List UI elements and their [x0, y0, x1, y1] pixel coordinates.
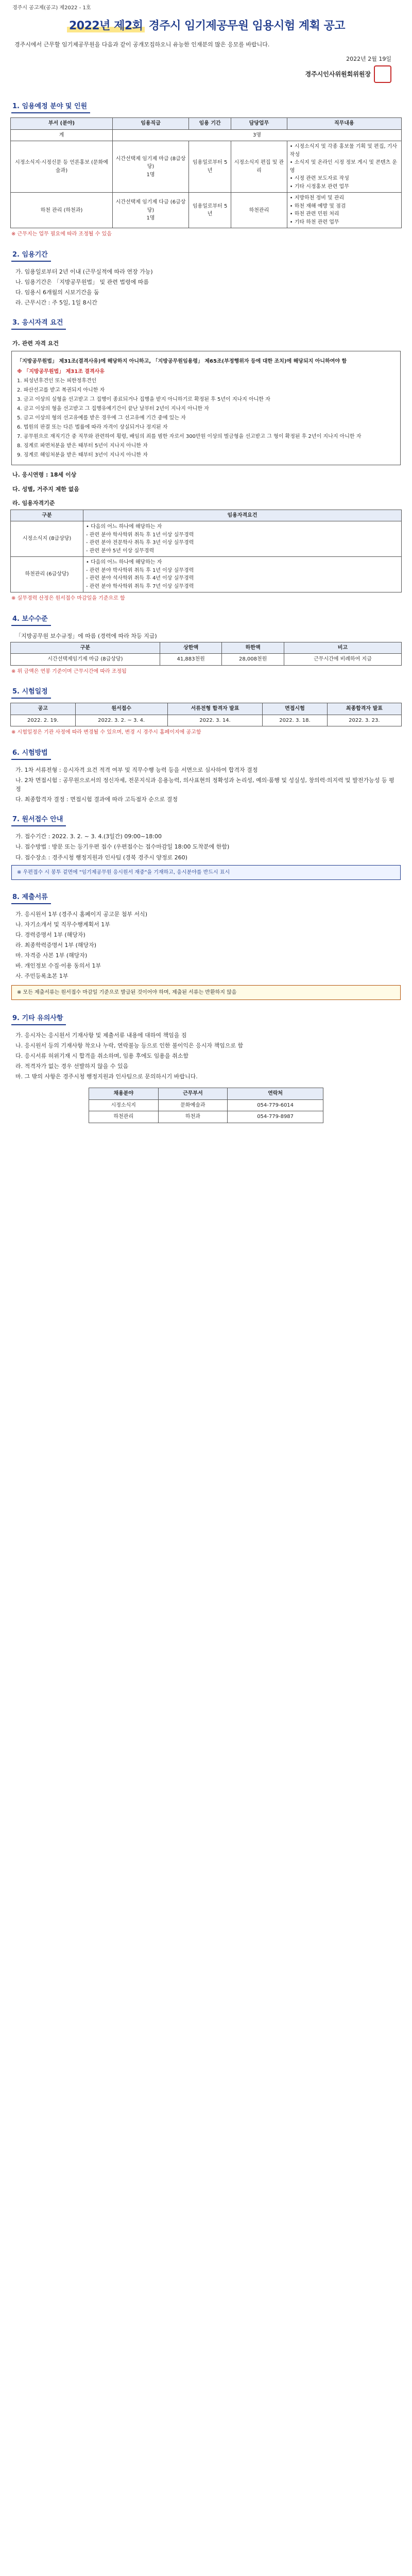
contact-table — [89, 1088, 323, 1123]
spec-cat: 하천관리 (6급상당) — [11, 557, 83, 592]
spec-cat: 시정소식지 (8급상당) — [11, 521, 83, 557]
list-item: 가. 접수기간 : 2022. 3. 2. ~ 3. 4.(3일간) 09:00~18:00 — [15, 833, 162, 840]
section-8-title: 8. 제출서류 — [11, 892, 51, 904]
official-seal-icon — [374, 65, 391, 83]
application-notice: ※ 우편접수 시 봉투 겉면에 "임기제공무원 응시원서 재중"을 기재하고, 응시분야를 반드시 표시 — [11, 865, 401, 880]
notice-number: 경주시 공고제(공고) 제2022 - 1호 — [12, 5, 91, 11]
table-row — [89, 1111, 323, 1123]
pay-header-min: 하한액 — [222, 642, 284, 654]
list-item: 9. 징계로 해임처분을 받은 때부터 3년이 지나지 아니한 자 — [17, 452, 148, 459]
section-7-title: 7. 원서접수 안내 — [11, 815, 66, 826]
spec-note: ※ 실무경력 산정은 원서접수 마감일을 기준으로 함 — [11, 596, 125, 602]
title-main: 경주시 임기제공무원 임용시험 계획 공고 — [148, 19, 346, 32]
position-duty: 하천관리 — [231, 193, 287, 228]
list-item: 나. 2차 면접시험 : 공무원으로서의 정신자세, 전문지식과 응용능력, 의사표현의 정확성과 논리성, 예의·품행 및 성실성, 창의력·의지력 및 발전가능성 등 평정 — [15, 777, 394, 793]
section-5-title: 5. 시험일정 — [11, 687, 51, 699]
schedule-header: 원서접수 — [75, 703, 167, 715]
list-item: 가. 응시자는 응시원서 기재사항 및 제출서류 내용에 대하여 책임을 짐 — [15, 1032, 187, 1039]
schedule-header: 공고 — [11, 703, 76, 715]
spec-req: • 다음의 어느 하나에 해당하는 자 - 관련 분야 박사학위 취득 후 1년 이상 실무경력 - 관련 분야 석사학위 취득 후 4년 이상 실무경력 - 관련 분야 학사학위 취득 후 7년 이상 실무경력 — [83, 557, 402, 592]
schedule-cell: 2022. 2. 19. — [11, 715, 76, 726]
list-item: 1. 피성년후견인 또는 피한정후견인 — [17, 378, 97, 384]
pay-header-cat: 구분 — [11, 642, 160, 654]
section-2-title: 2. 임용기간 — [11, 250, 51, 262]
positions-total-count: 3명 — [113, 129, 402, 141]
contact-tel: 054-779-8987 — [228, 1111, 323, 1123]
schedule-cell: 2022. 3. 14. — [167, 715, 262, 726]
list-item: 마. 자격증 사본 1부 (해당자) — [15, 952, 88, 959]
section-4-title: 4. 보수수준 — [11, 614, 51, 626]
page-title — [10, 18, 402, 35]
list-item: 가. 1차 서류전형 : 응시자격 요건 적격 여부 및 직무수행 능력 등을 서면으로 심사하여 합격자 결정 — [15, 767, 258, 774]
intro-text: 경주시에서 근무할 임기제공무원을 다음과 같이 공개모집하오니 유능한 인재분의 많은 응모를 바랍니다. — [14, 41, 270, 48]
positions-header-dept: 부서 (분야) — [11, 118, 113, 130]
age-head: 나. 응시연령 : 18세 이상 — [12, 471, 77, 479]
list-item: 마. 그 밖의 사항은 경주시청 행정지원과 인사팀으로 문의하시기 바랍니다. — [15, 1073, 198, 1080]
list-item: 나. 임용기간은 「지방공무원법」 및 관련 법령에 따름 — [15, 279, 149, 286]
list-item: 「지방공무원법」 제31조(결격사유)에 해당하지 아니하고, 「지방공무원임용령」 제65조(부정행위자 등에 대한 조치)에 해당되지 아니하여야 함 — [17, 359, 347, 365]
list-item: 6. 법원의 판결 또는 다른 법률에 따라 자격이 상실되거나 정지된 자 — [17, 425, 168, 431]
pay-min: 28,008천원 — [222, 654, 284, 666]
list-item: 라. 적격자가 없는 경우 선발하지 않을 수 있음 — [15, 1063, 129, 1070]
list-item: 다. 최종합격자 결정 : 면접시험 결과에 따라 고득점자 순으로 결정 — [15, 796, 178, 803]
spec-head: 라. 임용자격기준 — [12, 499, 55, 506]
contact-header: 연락처 — [228, 1088, 323, 1100]
list-item: 사. 주민등록초본 1부 — [15, 973, 68, 980]
list-item: 다. 응시서류 허위기재 시 합격을 취소하며, 임용 후에도 임용을 취소함 — [15, 1053, 188, 1060]
pay-footnote: ※ 위 금액은 연봉 기준이며 근무시간에 따라 조정됨 — [11, 668, 127, 674]
positions-header-period: 임용 기간 — [189, 118, 231, 130]
pay-intro: 「지방공무원 보수규정」에 따름 (경력에 따라 차등 지급) — [15, 632, 157, 639]
list-item: 3. 금고 이상의 실형을 선고받고 그 집행이 종료되거나 집행을 받지 아니하기로 확정된 후 5년이 지나지 아니한 자 — [17, 397, 270, 403]
positions-note: ※ 근무지는 업무 필요에 따라 조정될 수 있음 — [11, 231, 112, 238]
title-prefix: 2022년 제2회 — [67, 20, 145, 32]
schedule-header: 서류전형 합격자 발표 — [167, 703, 262, 715]
notice-page — [10, 0, 402, 1139]
list-item: 나. 응시원서 등의 기재사항 착오나 누락, 연락불능 등으로 인한 불이익은 응시자 책임으로 함 — [15, 1042, 244, 1049]
position-grade: 시간선택제 임기제 다급 (6급상당) 1명 — [113, 193, 189, 228]
section-9-title: 9. 기타 유의사항 — [11, 1013, 66, 1025]
spec-table — [10, 510, 402, 593]
list-item: 2. 파산선고를 받고 복권되지 아니한 자 — [17, 387, 105, 394]
positions-header-detail: 직무내용 — [287, 118, 401, 130]
position-detail: • 지방하천 정비 및 관리 • 하천 재해 예방 및 점검 • 하천 관련 민원 처리 • 기타 하천 관련 업무 — [287, 193, 401, 228]
list-item: 가. 임용일로부터 2년 이내 (근무실적에 따라 연장 가능) — [15, 268, 153, 276]
notice-date: 2022년 2월 19일 — [346, 56, 391, 63]
position-dept: 시정소식지·시정신문 등 언론홍보 (문화예술과) — [11, 141, 113, 193]
issuer-name: 경주시인사위원회위원장 — [305, 71, 371, 78]
schedule-cell: 2022. 3. 2. ~ 3. 4. — [75, 715, 167, 726]
section-1-title: 1. 임용예정 분야 및 인원 — [11, 101, 90, 113]
positions-header-grade: 임용직급 — [113, 118, 189, 130]
table-row — [11, 557, 402, 592]
schedule-cell: 2022. 3. 18. — [263, 715, 328, 726]
section-3-title: 3. 응시자격 요건 — [11, 318, 66, 330]
schedule-header: 최종합격자 발표 — [327, 703, 401, 715]
eligibility-box — [11, 351, 401, 465]
list-item: ※ 「지방공무원법」 제31조 결격사유 — [17, 369, 105, 375]
pay-note: 근무시간에 비례하여 지급 — [284, 654, 401, 666]
schedule-note: ※ 시험일정은 기관 사정에 따라 변경될 수 있으며, 변경 시 경주시 홈페이지에 공고함 — [11, 730, 201, 736]
table-row — [11, 193, 402, 228]
list-item: 다. 경력증명서 1부 (해당자) — [15, 931, 85, 939]
schedule-table — [10, 703, 402, 726]
table-row — [11, 654, 402, 666]
contact-tel: 054-779-6014 — [228, 1099, 323, 1111]
position-duty: 시정소식지 편집 및 관리 — [231, 141, 287, 193]
eligibility-head: 가. 관련 자격 요건 — [12, 340, 59, 347]
schedule-header: 면접시험 — [263, 703, 328, 715]
list-item: 다. 임용시 6개월의 시보기간을 둠 — [15, 289, 99, 296]
list-item: 가. 응시원서 1부 (경주시 홈페이지 공고문 첨부 서식) — [15, 911, 148, 918]
pay-header-note: 비고 — [284, 642, 401, 654]
list-item: 7. 공무원으로 재직기간 중 직무와 관련하여 횡령, 배임의 죄를 범한 자로서 300만원 이상의 벌금형을 선고받고 그 형이 확정된 후 2년이 지나지 아니한 자 — [17, 434, 362, 440]
pay-header-max: 상한액 — [160, 642, 222, 654]
list-item: 라. 최종학력증명서 1부 (해당자) — [15, 942, 97, 949]
positions-header-duty: 담당업무 — [231, 118, 287, 130]
table-row — [11, 141, 402, 193]
position-dept: 하천 관리 (하천과) — [11, 193, 113, 228]
spec-header-cat: 구분 — [11, 510, 83, 521]
contact-dept: 문화예술과 — [158, 1099, 228, 1111]
positions-total-label: 계 — [11, 129, 113, 141]
position-period: 임용일로부터 5년 — [189, 193, 231, 228]
list-item: 4. 금고 이상의 형을 선고받고 그 집행유예기간이 끝난 날부터 2년이 지나지 아니한 자 — [17, 406, 209, 412]
contact-header: 채용분야 — [89, 1088, 159, 1100]
position-period: 임용일로부터 5년 — [189, 141, 231, 193]
position-detail: • 시정소식지 및 각종 홍보물 기획 및 편집, 기사 작성 • 소식지 및 온라인 시정 정보 게시 및 콘텐츠 운영 • 시정 관련 보도자료 작성 • 기타 시정홍보 관련 업무 — [287, 141, 401, 193]
table-row — [11, 715, 402, 726]
list-item: 5. 금고 이상의 형의 선고유예를 받은 경우에 그 선고유예 기간 중에 있는 자 — [17, 415, 186, 421]
spec-req: • 다음의 어느 하나에 해당하는 자 - 관련 분야 학사학위 취득 후 1년 이상 실무경력 - 관련 분야 전문학사 취득 후 3년 이상 실무경력 - 관련 분야 5년 이상 실무경력 — [83, 521, 402, 557]
contact-field: 하천관리 — [89, 1111, 159, 1123]
gender-head: 다. 성별, 거주지 제한 없음 — [12, 485, 79, 493]
section-6-title: 6. 시험방법 — [11, 748, 51, 760]
list-item: 나. 접수방법 : 방문 또는 등기우편 접수 (우편접수는 접수마감일 18:00 도착분에 한함) — [15, 843, 230, 851]
contact-dept: 하천과 — [158, 1111, 228, 1123]
issuer — [10, 65, 391, 83]
documents-notice: ※ 모든 제출서류는 원서접수 마감일 기준으로 발급된 것이어야 하며, 제출된 서류는 반환하지 않음 — [11, 985, 401, 1001]
contact-header: 근무부서 — [158, 1088, 228, 1100]
list-item: 바. 개인정보 수집·이용 동의서 1부 — [15, 962, 101, 970]
position-grade: 시간선택제 임기제 마급 (8급상당) 1명 — [113, 141, 189, 193]
pay-max: 41,883천원 — [160, 654, 222, 666]
contact-field: 시정소식지 — [89, 1099, 159, 1111]
list-item: 다. 접수장소 : 경주시청 행정지원과 인사팀 (경북 경주시 양정로 260) — [15, 854, 187, 861]
pay-table — [10, 642, 402, 666]
list-item: 라. 근무시간 : 주 5일, 1일 8시간 — [15, 299, 97, 307]
positions-table — [10, 117, 402, 228]
table-row — [89, 1099, 323, 1111]
spec-header-req: 임용자격요건 — [83, 510, 402, 521]
pay-cat: 시간선택제임기제 마급 (8급상당) — [11, 654, 160, 666]
schedule-cell: 2022. 3. 23. — [327, 715, 401, 726]
table-row — [11, 521, 402, 557]
list-item: 8. 징계로 파면처분을 받은 때부터 5년이 지나지 아니한 자 — [17, 443, 148, 449]
list-item: 나. 자기소개서 및 직무수행계획서 1부 — [15, 921, 110, 928]
